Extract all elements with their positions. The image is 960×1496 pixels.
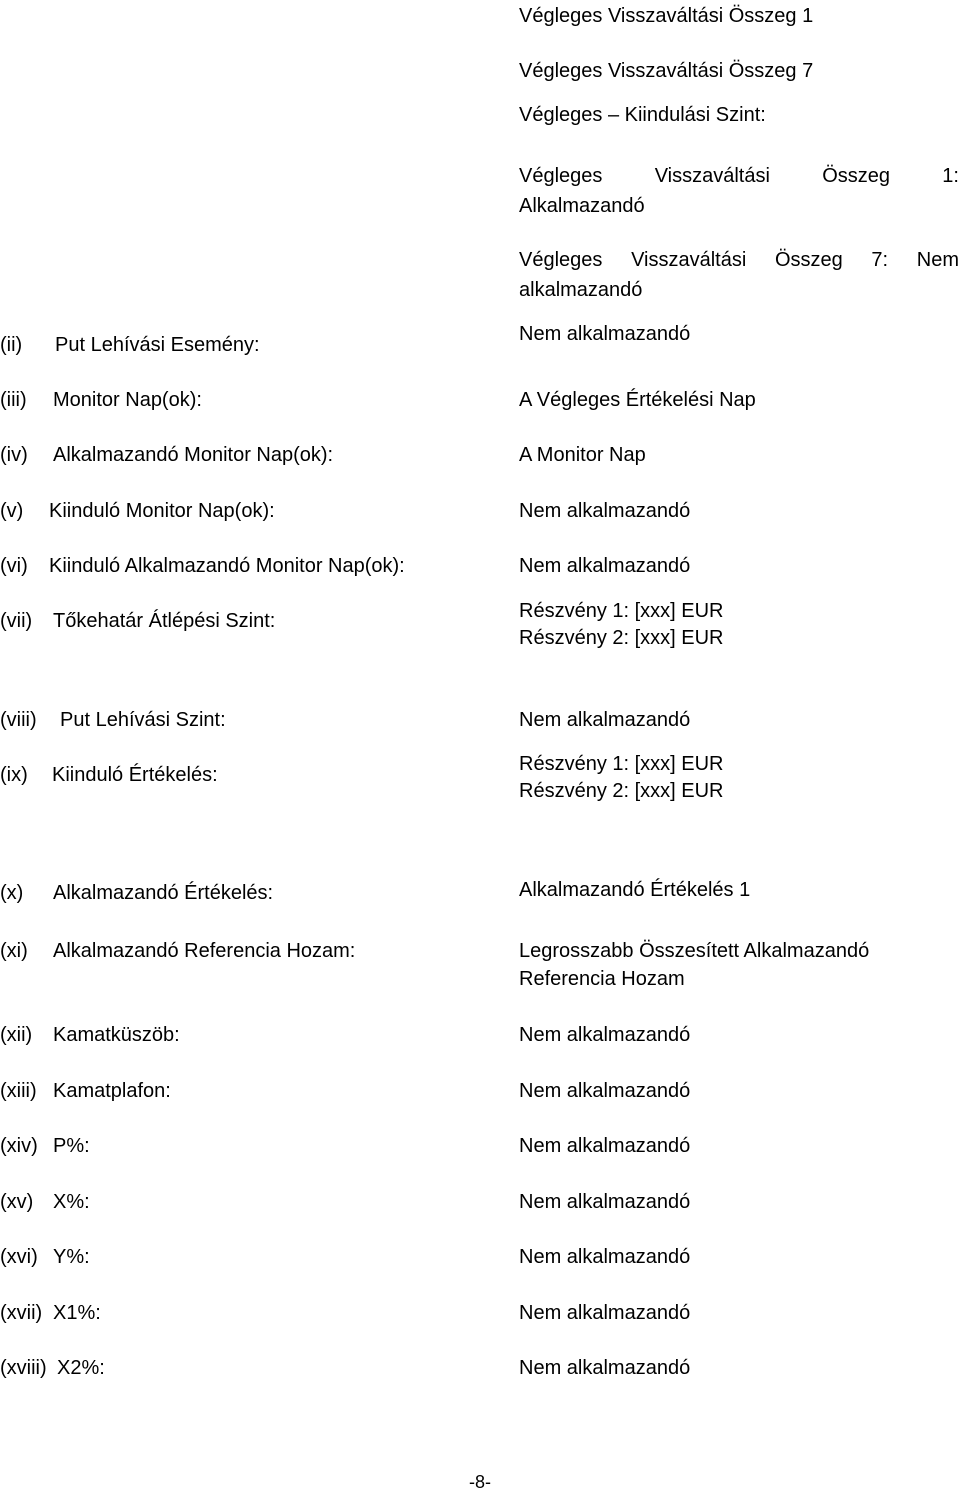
item-label: Put Lehívási Esemény: [55, 334, 260, 356]
item-number: (iii) [0, 389, 27, 411]
item-value: Nem alkalmazandó [519, 323, 691, 345]
item-number: (v) [0, 500, 24, 522]
item-value: Részvény 1: [xxx] EUR [519, 600, 724, 622]
word: Végleges [519, 249, 603, 271]
item-value: Nem alkalmazandó [519, 1302, 691, 1324]
item-label: Y%: [53, 1246, 90, 1268]
item-label: Alkalmazandó Monitor Nap(ok): [53, 444, 334, 466]
word: Visszaváltási [631, 249, 747, 271]
item-number: (xiii) [0, 1080, 37, 1102]
item-number: (xviii) [0, 1357, 47, 1379]
item-number: (xvii) [0, 1302, 43, 1324]
item-number: (xvi) [0, 1246, 38, 1268]
item-label: Alkalmazandó Referencia Hozam: [53, 940, 356, 962]
word: Visszaváltási [654, 165, 770, 187]
item-number: (xiv) [0, 1135, 38, 1157]
item-label: Kamatplafon: [53, 1080, 171, 1102]
item-value: Nem alkalmazandó [519, 1246, 691, 1268]
item-label: Kiinduló Értékelés: [52, 764, 218, 786]
item-value: Nem alkalmazandó [519, 1024, 691, 1046]
item-value: Nem alkalmazandó [519, 1357, 691, 1379]
item-value: A Végleges Értékelési Nap [519, 389, 756, 411]
item-label: Put Lehívási Szint: [60, 709, 226, 731]
item-number: (xv) [0, 1191, 34, 1213]
item-label: X%: [53, 1191, 90, 1213]
item-label: Kiinduló Alkalmazandó Monitor Nap(ok): [49, 555, 405, 577]
item-label: X1%: [53, 1302, 101, 1324]
item-label: P%: [53, 1135, 90, 1157]
header-line-3: Végleges – Kiindulási Szint: [519, 104, 766, 126]
block2-line2: alkalmazandó [519, 279, 643, 301]
item-value: Legrosszabb Összesített Alkalmazandó [519, 940, 870, 962]
item-label: Kamatküszöb: [53, 1024, 180, 1046]
item-value: Nem alkalmazandó [519, 1191, 691, 1213]
item-number: (ii) [0, 334, 23, 356]
justified-line-block2 [519, 246, 959, 274]
item-value-line2: Részvény 2: [xxx] EUR [519, 627, 724, 649]
item-number: (viii) [0, 709, 37, 731]
page-number: -8- [469, 1472, 491, 1492]
item-number: (iv) [0, 444, 28, 466]
word: 1: [942, 165, 959, 187]
header-line-2: Végleges Visszaváltási Összeg 7 [519, 60, 814, 82]
word: 7: [871, 249, 889, 271]
word: Nem [916, 249, 959, 271]
justified-line-block1 [519, 162, 959, 190]
item-value-line2: Részvény 2: [xxx] EUR [519, 780, 724, 802]
item-value-line2: Referencia Hozam [519, 968, 685, 990]
item-label: Kiinduló Monitor Nap(ok): [49, 500, 275, 522]
item-value: Nem alkalmazandó [519, 1135, 691, 1157]
item-value: Nem alkalmazandó [519, 500, 691, 522]
item-value: Nem alkalmazandó [519, 709, 691, 731]
header-line-1: Végleges Visszaváltási Összeg 1 [519, 5, 814, 27]
word: Összeg [822, 165, 891, 187]
item-value: Alkalmazandó Értékelés 1 [519, 879, 751, 901]
item-label: Monitor Nap(ok): [53, 389, 202, 411]
item-value: Nem alkalmazandó [519, 555, 691, 577]
item-value: A Monitor Nap [519, 444, 646, 466]
item-number: (ix) [0, 764, 28, 786]
word: Összeg [774, 249, 843, 271]
item-number: (vi) [0, 555, 28, 577]
item-number: (xi) [0, 940, 28, 962]
item-label: Tőkehatár Átlépési Szint: [53, 610, 276, 632]
item-label: X2%: [57, 1357, 105, 1379]
item-number: (vii) [0, 610, 33, 632]
item-number: (x) [0, 882, 24, 904]
block1-line2: Alkalmazandó [519, 195, 645, 217]
item-label: Alkalmazandó Értékelés: [53, 882, 274, 904]
item-value: Nem alkalmazandó [519, 1080, 691, 1102]
item-value: Részvény 1: [xxx] EUR [519, 753, 724, 775]
word: Végleges [519, 165, 603, 187]
item-number: (xii) [0, 1024, 33, 1046]
